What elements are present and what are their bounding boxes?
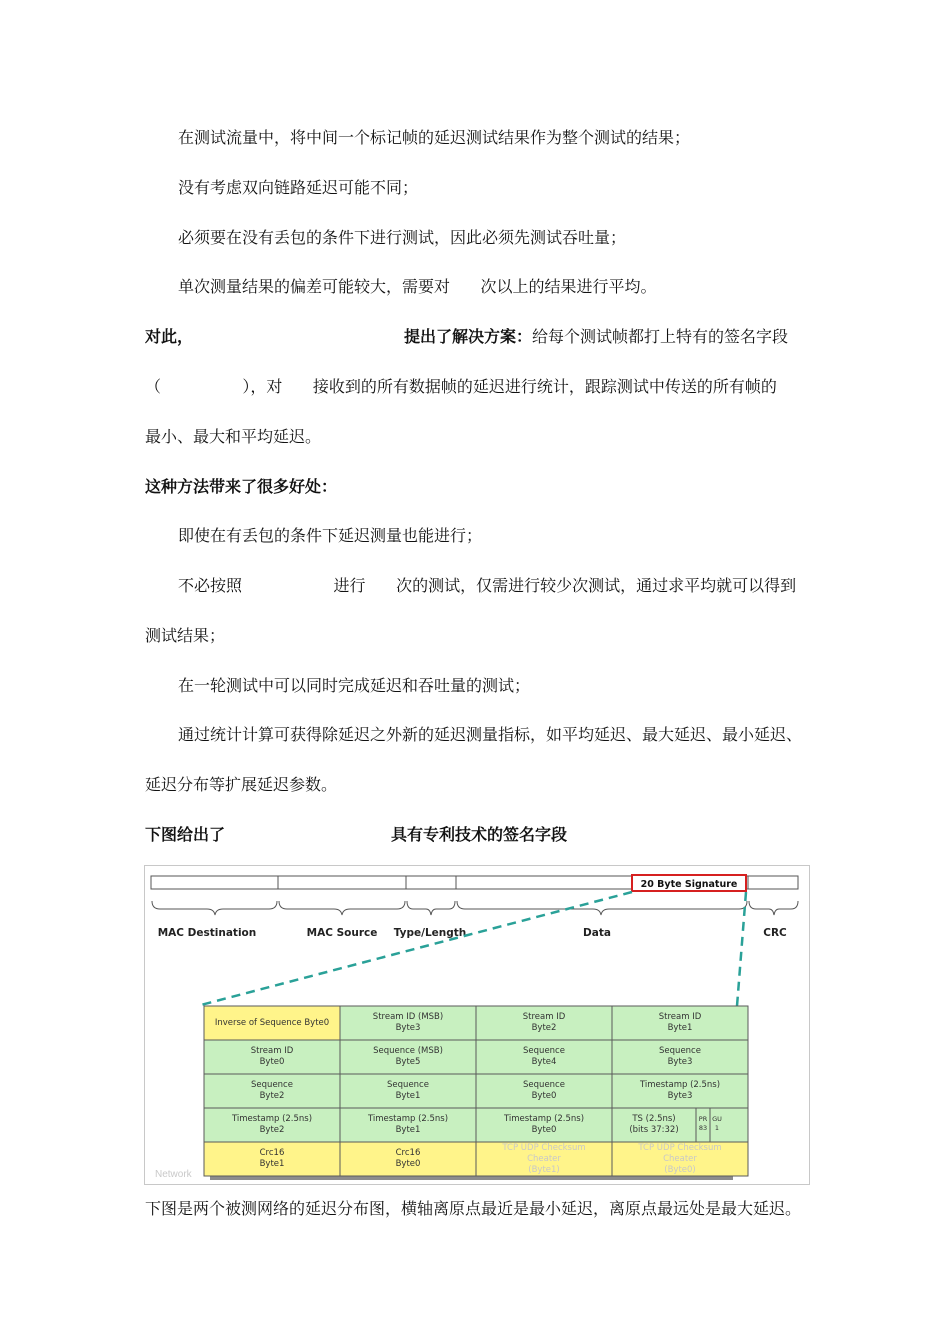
table-cell-line: Cheater [663,1153,697,1164]
table-cell-line: Byte3 [395,1023,421,1033]
brace-mac-dest [152,901,277,915]
table-cell-line: Byte2 [259,1125,285,1135]
table-cell-line: Timestamp (2.5ns) [231,1114,313,1124]
table-cell-line: Crc16 [395,1148,421,1158]
table-cell-line: Stream ID [250,1046,294,1056]
solution-line-1 [404,326,788,348]
figure-caption-right: 具有专利技术的签名字段 [391,825,568,844]
table-cell-line: Sequence [387,1080,429,1090]
table-cell [204,1148,340,1170]
table-cell-line: Byte5 [395,1057,421,1067]
signature-label: 20 Byte Signature [640,879,738,890]
table-cell-line: TCP UDP Checksum [502,1142,586,1153]
signature-figure [144,865,810,1185]
table-cell [204,1018,340,1029]
table-cell-line: Timestamp (2.5ns) [367,1114,449,1124]
table-cell [476,1012,612,1034]
table-cell-line: (bits 37:32) [629,1125,679,1135]
table-cell-line: Crc16 [259,1148,285,1158]
pr-sub-cell [696,1115,710,1133]
table-cell-line: Byte2 [531,1023,557,1033]
table-cell [340,1114,476,1136]
intro-line-3: 必须要在没有丢包的条件下进行测试，因此必须先测试吞吐量； [178,228,627,247]
closing-line: 下图是两个被测网络的延迟分布图，横轴离原点最近是最小延迟，离原点最远处是最大延迟。 [145,1199,802,1218]
solution-text: 给每个测试帧都打上特有的签名字段 [532,327,789,346]
table-cell [612,1012,748,1034]
table-cell-line: Byte0 [395,1159,421,1169]
benefit-item-1: 即使在有丢包的条件下延迟测量也能进行； [178,526,483,545]
table-cell-line: Byte1 [395,1125,421,1135]
pr-value: 83 [698,1124,708,1132]
intro-line-1: 在测试流量中，将中间一个标记帧的延迟测试结果作为整个测试的结果； [178,128,691,147]
intro-line-2: 没有考虑双向链路延迟可能不同； [178,178,419,197]
table-cell-line: Byte3 [667,1091,693,1101]
table-cell-line: Sequence [523,1046,565,1056]
gu-value: 1 [714,1124,720,1132]
brace-crc [749,901,798,915]
table-cell-line: Byte1 [259,1159,285,1169]
gu-sub-cell [710,1115,724,1133]
intro-line-4: 单次测量结果的偏差可能较大，需要对 次以上的结果进行平均。 [178,277,657,296]
table-cell-line: Sequence [523,1080,565,1090]
table-cell [476,1046,612,1068]
table-cell-line: Sequence [251,1080,293,1090]
table-cell-line: Byte0 [531,1091,557,1101]
table-cell [612,1046,748,1068]
table-cell-line: Timestamp (2.5ns) [503,1114,585,1124]
benefit-item-4-cont: 延迟分布等扩展延迟参数。 [145,775,338,794]
table-cell [612,1143,748,1176]
brace-type [407,901,455,915]
table-cell-line: Stream ID (MSB) [372,1012,444,1022]
solution-line-2: （ ），对 接收到的所有数据帧的延迟进行统计，跟踪测试中传送的所有帧的 [145,377,777,396]
table-cell-line: (Byte0) [664,1164,696,1175]
table-cell-line: Inverse of Sequence Byte0 [214,1017,330,1028]
table-cell [204,1046,340,1068]
table-cell-line: Byte0 [531,1125,557,1135]
solution-bold: 提出了解决方案： [404,327,533,346]
table-cell [340,1080,476,1102]
table-cell-line: Cheater [527,1153,561,1164]
field-data: Data [583,927,611,939]
benefits-heading: 这种方法带来了很多好处： [145,477,338,496]
gu-label: GU [712,1115,722,1123]
benefit-item-2: 不必按照 进行 次的测试，仅需进行较少次测试，通过求平均就可以得到 [178,576,797,595]
table-cell-line: TS (2.5ns) [632,1114,676,1124]
benefit-item-3: 在一轮测试中可以同时完成延迟和吞吐量的测试； [178,676,531,695]
table-cell-line: TCP UDP Checksum [638,1142,722,1153]
table-cell-line: Byte1 [395,1091,421,1101]
field-type-length: Type/Length [393,927,467,939]
solution-line-3: 最小、最大和平均延迟。 [145,427,322,446]
table-cell-line: (Byte1) [528,1164,560,1175]
table-cell [612,1114,696,1136]
solution-lead: 对此， [145,327,194,346]
table-cell [476,1080,612,1102]
table-cell-line: Byte0 [259,1057,285,1067]
pr-label: PR [698,1115,708,1123]
field-crc: CRC [763,927,787,939]
table-cell [340,1046,476,1068]
table-cell-line: Byte4 [531,1057,557,1067]
figure-caption-left: 下图给出了 [145,825,226,844]
brace-mac-src [279,901,405,915]
brace-data [457,901,747,915]
table-cell [612,1080,748,1102]
field-mac-source: MAC Source [306,927,378,939]
table-cell-line: Sequence [659,1046,701,1056]
benefit-item-2-cont: 测试结果； [145,626,226,645]
table-cell-line: Stream ID [522,1012,566,1022]
table-cell-line: Stream ID [658,1012,702,1022]
table-cell [340,1012,476,1034]
table-cell [476,1114,612,1136]
field-mac-destination: MAC Destination [157,927,257,939]
benefit-item-4: 通过统计计算可获得除延迟之外新的延迟测量指标，如平均延迟、最大延迟、最小延迟、 [178,725,803,744]
table-cell [204,1114,340,1136]
table-cell [340,1148,476,1170]
table-cell-line: Byte3 [667,1057,693,1067]
table-cell-line: Byte2 [259,1091,285,1101]
table-cell [204,1080,340,1102]
watermark: Network [155,1169,192,1180]
table-cell-line: Byte1 [667,1023,693,1033]
table-cell-line: Timestamp (2.5ns) [639,1080,721,1090]
table-cell [476,1143,612,1176]
table-cell-line: Sequence (MSB) [373,1046,443,1056]
